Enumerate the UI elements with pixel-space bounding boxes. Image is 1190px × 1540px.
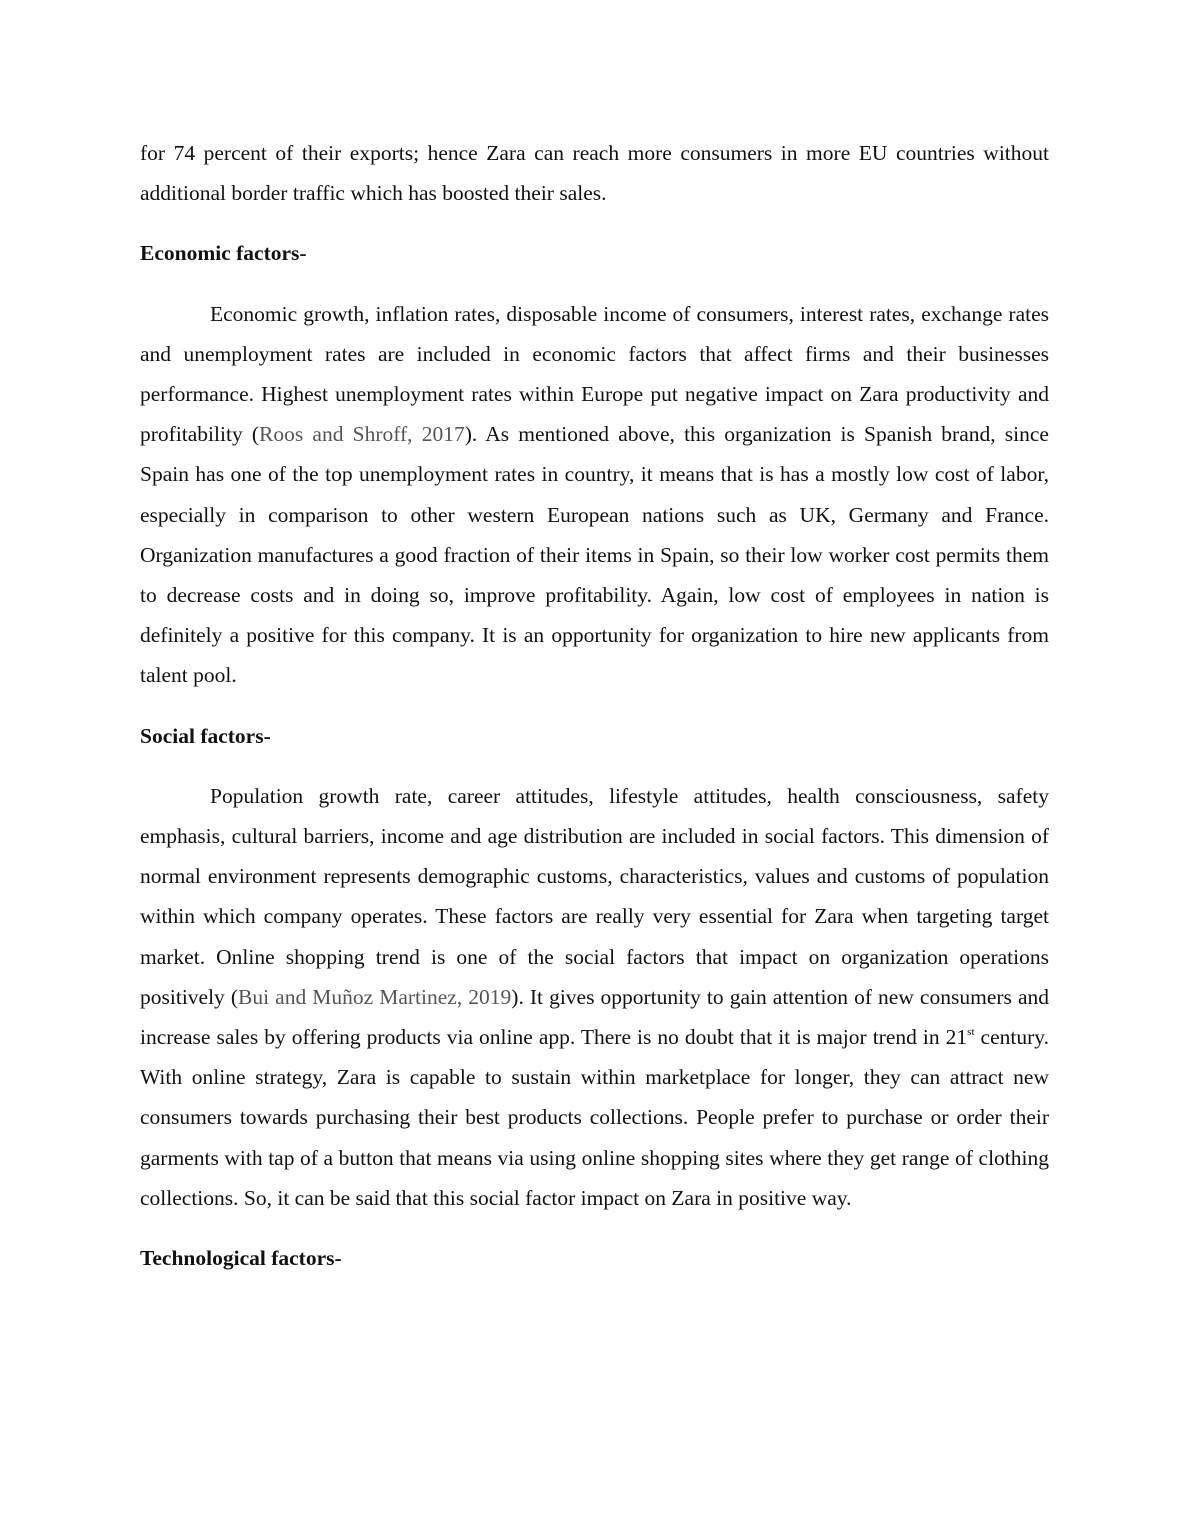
intro-paragraph: for 74 percent of their exports; hence Zara can reach more consumers in more EU countries without additional border traffic which has boosted their sales.	[140, 141, 1049, 206]
economic-factors-paragraph	[140, 294, 1049, 696]
social-text-middle: ). It gives opportunity to gain attention of new consumers and increase sales by offering products via online app. There is no doubt that it is major trend in 21	[140, 984, 1049, 1050]
citation-bui-munoz-martinez: Bui and Muñoz Martinez, 2019	[238, 984, 512, 1009]
economic-text-before-citation: Economic growth, inflation rates, disposable income of consumers, interest rates, exchange rates and unemployment rates are included in economic factors that affect firms and their businesses performance. Highest unemployment rates within Europe put negative impact on Zara productivity and profitability (	[140, 301, 1049, 447]
social-text-after: century. With online strategy, Zara is capable to sustain within marketplace for longer, they can attract new consumers towards purchasing their best products collections. People prefer to purchase or order their garments with tap of a button that means via using online shopping sites where they get range of clothing collections. So, it can be said that this social factor impact on Zara in positive way.	[140, 1025, 1049, 1210]
spacer	[140, 1218, 1049, 1238]
technological-factors-heading: Technological factors-	[140, 1246, 342, 1271]
social-factors-paragraph	[140, 776, 1049, 1218]
economic-factors-heading: Economic factors-	[140, 241, 307, 266]
spacer	[140, 274, 1049, 294]
spacer	[140, 696, 1049, 716]
citation-roos-shroff: Roos and Shroff, 2017	[259, 422, 465, 447]
economic-text-after-citation: ). As mentioned above, this organization is Spanish brand, since Spain has one of the top unemployment rates in country, it means that is has a mostly low cost of labor, especially in comparison to other western European nations such as UK, Germany and France. Organization manufactures a good fraction of their items in Spain, so their low worker cost permits them to decrease costs and in doing so, improve profitability. Again, low cost of employees in nation is definitely a positive for this company. It is an opportunity for organization to hire new applicants from talent pool.	[140, 422, 1049, 688]
document-page	[140, 133, 1049, 1278]
spacer	[140, 756, 1049, 776]
social-factors-heading: Social factors-	[140, 723, 271, 748]
spacer	[140, 213, 1049, 233]
ordinal-superscript: st	[967, 1026, 975, 1039]
social-text-before-citation: Population growth rate, career attitudes, lifestyle attitudes, health consciousness, safety emphasis, cultural barriers, income and age distribution are included in social factors. This dimension of normal environment represents demographic customs, characteristics, values and customs of population within which company operates. These factors are really very essential for Zara when targeting target market. Online shopping trend is one of the social factors that impact on organization operations positively (	[140, 783, 1049, 1009]
